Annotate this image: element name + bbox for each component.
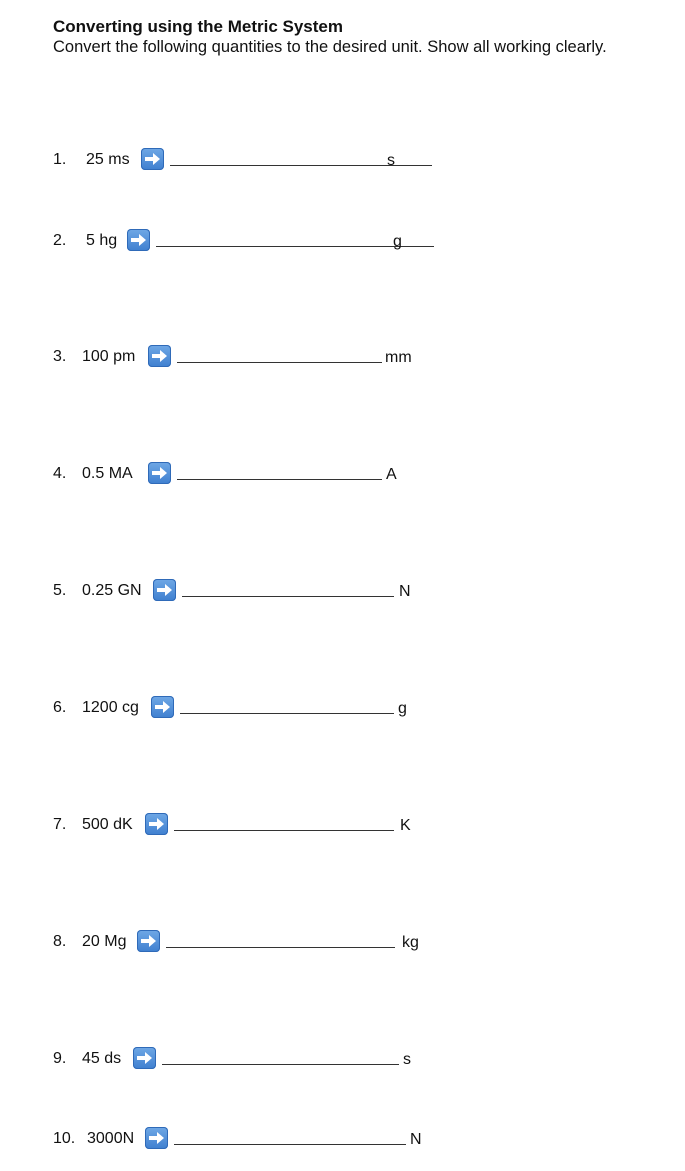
right-arrow-icon: [127, 229, 150, 251]
answer-line[interactable]: [166, 947, 395, 948]
right-arrow-icon: [148, 345, 171, 367]
question-number: 5.: [53, 582, 67, 599]
right-arrow-icon: [145, 813, 168, 835]
question-quantity: 3000N: [87, 1130, 135, 1147]
right-arrow-icon: [133, 1047, 156, 1069]
target-unit: g: [398, 700, 407, 717]
question-number: 10.: [53, 1130, 76, 1147]
target-unit: K: [400, 817, 411, 834]
question-3: [53, 345, 653, 369]
question-quantity: 0.5 MA: [82, 465, 133, 482]
question-number: 9.: [53, 1050, 67, 1067]
question-quantity: 1200 cg: [82, 699, 139, 716]
right-arrow-icon: [137, 930, 160, 952]
question-1: [53, 148, 653, 172]
question-9: [53, 1047, 653, 1071]
question-quantity: 500 dK: [82, 816, 133, 833]
worksheet-title: Converting using the Metric System: [53, 17, 343, 36]
question-6: [53, 696, 653, 720]
target-unit: N: [410, 1131, 422, 1148]
right-arrow-icon: [141, 148, 164, 170]
question-number: 8.: [53, 933, 67, 950]
target-unit: s: [387, 152, 395, 169]
question-quantity: 25 ms: [86, 151, 130, 168]
question-5: [53, 579, 653, 603]
right-arrow-icon: [148, 462, 171, 484]
question-number: 3.: [53, 348, 67, 365]
target-unit: N: [399, 583, 411, 600]
question-8: [53, 930, 653, 954]
target-unit: A: [386, 466, 397, 483]
question-number: 7.: [53, 816, 67, 833]
right-arrow-icon: [145, 1127, 168, 1149]
question-4: [53, 462, 653, 486]
question-number: 4.: [53, 465, 67, 482]
question-quantity: 5 hg: [86, 232, 118, 249]
target-unit: s: [403, 1051, 411, 1068]
question-quantity: 45 ds: [82, 1050, 122, 1067]
question-7: [53, 813, 653, 837]
answer-line[interactable]: [177, 479, 382, 480]
answer-line[interactable]: [177, 362, 382, 363]
answer-line[interactable]: [180, 713, 394, 714]
right-arrow-icon: [151, 696, 174, 718]
target-unit: mm: [385, 349, 412, 366]
worksheet-header: [53, 17, 673, 57]
answer-line[interactable]: [182, 596, 394, 597]
question-quantity: 0.25 GN: [82, 582, 142, 599]
worksheet-instructions: Convert the following quantities to the desired unit. Show all working clearly.: [53, 38, 607, 56]
answer-line[interactable]: [174, 1144, 406, 1145]
answer-line[interactable]: [174, 830, 394, 831]
question-quantity: 100 pm: [82, 348, 136, 365]
answer-line[interactable]: [162, 1064, 399, 1065]
target-unit: kg: [402, 934, 419, 951]
question-10: [53, 1127, 653, 1151]
question-quantity: 20 Mg: [82, 933, 127, 950]
right-arrow-icon: [153, 579, 176, 601]
question-number: 2.: [53, 232, 67, 249]
question-number: 6.: [53, 699, 67, 716]
question-number: 1.: [53, 151, 67, 168]
question-2: [53, 229, 653, 253]
target-unit: g: [393, 233, 402, 250]
